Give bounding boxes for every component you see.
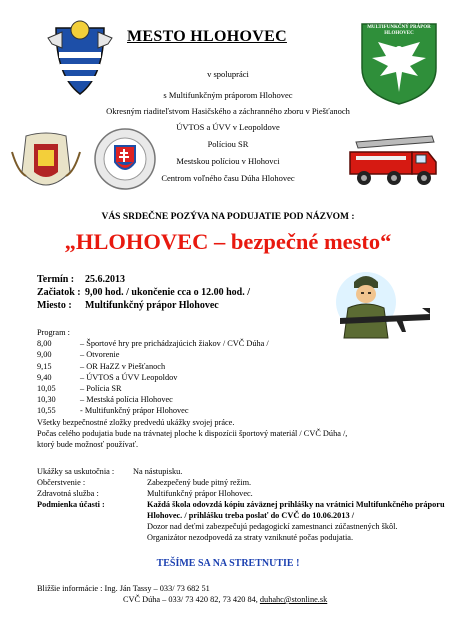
refreshment-label: Občerstvenie : bbox=[37, 477, 86, 487]
closing-line: TEŠÍME SA NA STRETNUTIE ! bbox=[156, 558, 300, 569]
medical-label: Zdravotná služba : bbox=[37, 488, 99, 498]
contact-label: Bližšie informácie : bbox=[37, 584, 103, 593]
leopoldov-emblem-icon bbox=[8, 132, 84, 198]
program-row bbox=[37, 394, 347, 405]
medical-value: Multifunkčný prápor Hlohovec. bbox=[147, 488, 253, 498]
contact-phones: CVČ Dúha – 033/ 73 420 82, 73 420 84, bbox=[123, 595, 260, 604]
partner-line: s Multifunkčným práporom Hlohovec bbox=[163, 90, 293, 100]
program-item: – OR HaZZ v Piešťanoch bbox=[80, 361, 166, 371]
place-label: Miesto : bbox=[37, 300, 72, 311]
partner-line: Centrom voľného času Dúha Hlohovec bbox=[161, 173, 295, 183]
condition-label: Podmienka účasti : bbox=[37, 500, 105, 510]
event-info bbox=[37, 273, 250, 312]
invite-line: VÁS SRDEČNE POZÝVA NA PODUJATIE POD NÁZVOM : bbox=[101, 212, 355, 222]
program-time: 10,30 bbox=[37, 395, 56, 405]
term-label: Termín : bbox=[37, 274, 75, 285]
contact-section bbox=[37, 583, 327, 605]
partner-line: Mestskou políciou v Hlohovci bbox=[176, 156, 280, 166]
battalion-logo-text: MULTIFUNKČNÝ PRÁPOR HLOHOVEC bbox=[367, 25, 431, 36]
program-note: Počas celého podujatia bude na trávnatej ploche k dispozícii športový materiál / CVČ Dúha /, bbox=[37, 428, 348, 438]
program-note: Všetky bezpečnostné zložky predvedú ukážky svojej práce. bbox=[37, 417, 235, 427]
refreshment-value: Zabezpečený bude pitný režim. bbox=[147, 477, 252, 487]
program-item: – ÚVTOS a ÚVV Leopoldov bbox=[80, 372, 178, 382]
police-badge-icon bbox=[93, 126, 157, 192]
program-item: – Otvorenie bbox=[80, 350, 120, 360]
condition-note: Organizátor nezodpovedá za straty vzniknuté počas podujatia. bbox=[147, 532, 354, 542]
program-time: 9,00 bbox=[37, 350, 52, 360]
details-section bbox=[37, 467, 453, 544]
contact-email-link[interactable]: duhahc@stonline.sk bbox=[259, 595, 328, 604]
contact-person: Ing. Ján Tassy – 033/ 73 682 51 bbox=[104, 584, 210, 593]
condition-bold: Každá škola odovzdá kópiu záväznej prihlášky na vrátnici Multifunkčného práporu Hlohovec. / prihlášku treba poslať do CVČ do 10.06.2013 / bbox=[147, 500, 445, 521]
program-item: – Mestská polícia Hlohovec bbox=[80, 395, 173, 405]
program-heading: Program : bbox=[37, 328, 70, 337]
program-row bbox=[37, 383, 347, 394]
program-row bbox=[37, 349, 347, 360]
program-row bbox=[37, 405, 347, 416]
start-value: 9,00 hod. / ukončenie cca o 12.00 hod. / bbox=[85, 287, 251, 298]
program-time: 9,40 bbox=[37, 372, 52, 382]
program-item: - Multifunkčný prápor Hlohovec bbox=[80, 406, 189, 416]
program-item: – Polícia SR bbox=[80, 384, 122, 394]
partner-line: ÚVTOS a ÚVV v Leopoldove bbox=[176, 122, 280, 132]
partner-line: Okresným riaditeľstvom Hasičského a záchranného zboru v Piešťanoch bbox=[106, 106, 350, 116]
program-row bbox=[37, 338, 347, 349]
place-value: Multifunkčný prápor Hlohovec bbox=[85, 300, 219, 311]
program-section bbox=[37, 327, 347, 450]
program-row bbox=[37, 372, 347, 383]
demo-label: Ukážky sa uskutočnia : bbox=[37, 467, 115, 476]
program-row bbox=[37, 361, 347, 372]
page-title: MESTO HLOHOVEC bbox=[127, 28, 287, 45]
partner-line: Políciou SR bbox=[207, 139, 249, 149]
condition-note: Dozor nad deťmi zabezpečujú pedagogickí zamestnanci zúčastnených škôl. bbox=[147, 521, 398, 531]
program-time: 10,55 bbox=[37, 406, 56, 416]
term-value: 25.6.2013 bbox=[85, 274, 125, 285]
cooperation-label: v spolupráci bbox=[207, 69, 249, 79]
demo-value: Na nástupisku. bbox=[133, 467, 183, 476]
program-note: ktorý bude možnosť používať. bbox=[37, 440, 139, 450]
fire-truck-icon bbox=[346, 134, 442, 190]
program-time: 10,05 bbox=[37, 384, 56, 394]
event-headline: „HLOHOVEC – bezpečné mesto“ bbox=[64, 229, 392, 254]
program-time: 9,15 bbox=[37, 361, 52, 371]
start-label: Začiatok : bbox=[37, 287, 81, 298]
program-item: – Športové hry pre prichádzajúcich žiakov / CVČ Dúha / bbox=[80, 339, 269, 349]
program-time: 8,00 bbox=[37, 339, 52, 349]
